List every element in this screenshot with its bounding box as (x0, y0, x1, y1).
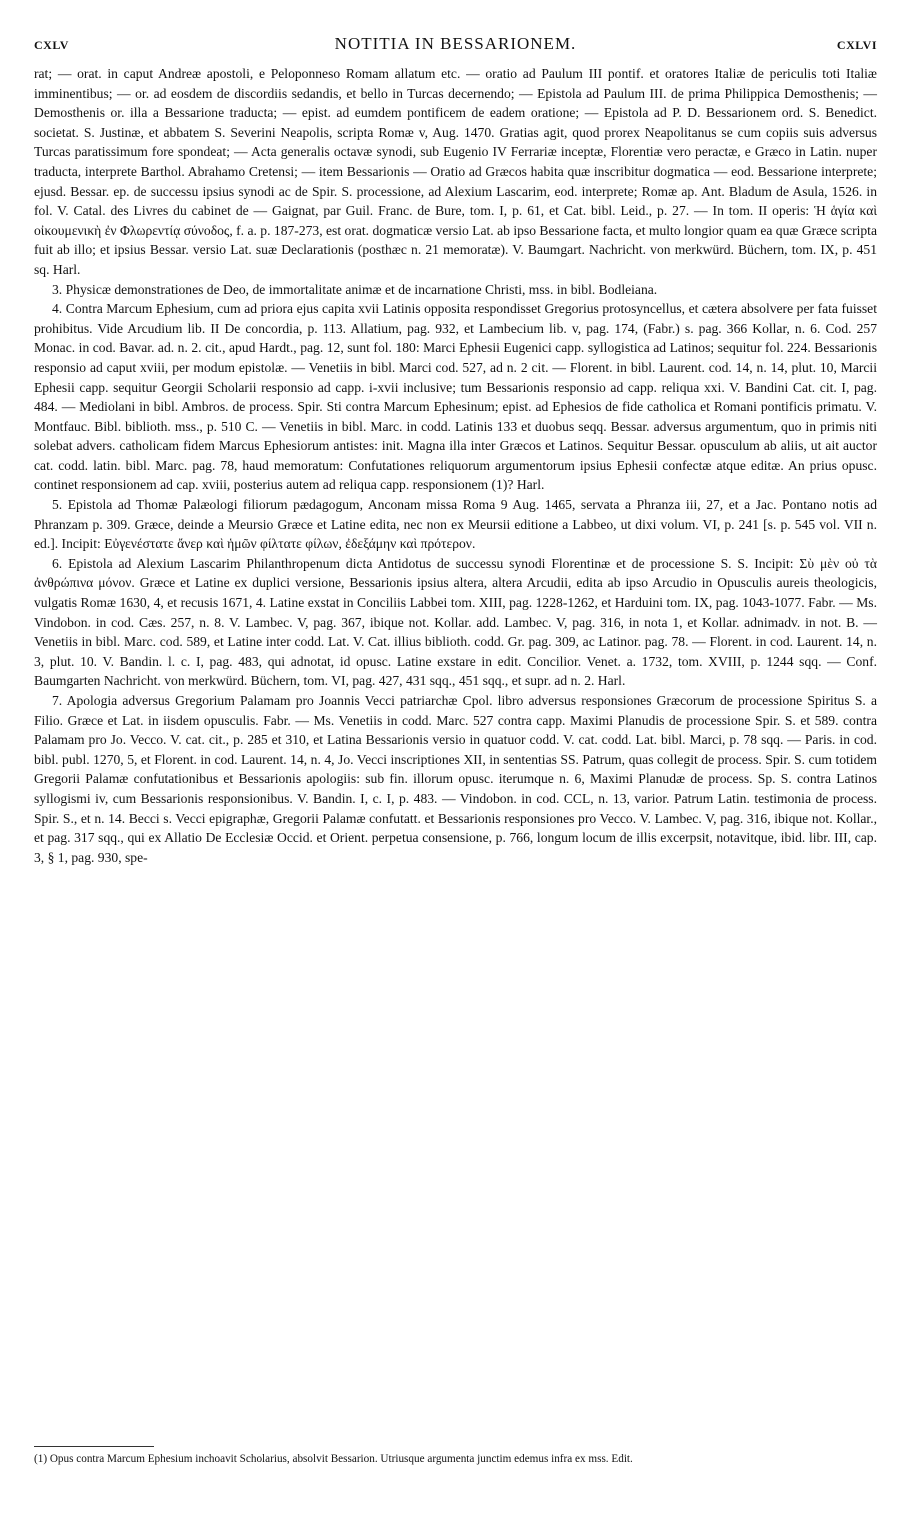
book-page (34, 32, 877, 1522)
paragraph-entry-3: 3. Physicæ demonstrationes de Deo, de immortalitate animæ et de incarnatione Christi, mss. in bibl. Bodleiana. (52, 281, 658, 297)
paragraph-entry-6: 6. Epistola ad Alexium Lascarim Philanthropenum dicta Antidotus de successu synodi Florentinæ et de processione S. S. Incipit: Σὺ μὲν οὐ τὰ ἀνθρώπινα μόνον. Græce et Latine ex duplici versione, Bessarionis ipsius altera, altera Arcudii, edita ab ipso Arcudio in Opusculis aureis theologicis, vulgatis Romæ 1630, 4, et recusis 1671, 4. Latine exstat in Conciliis Labbei tom. XIII, pag. 1228-1262, et Harduini tom. IX, pag. 1043-1077. Fabr. — Ms. Vindobon. in cod. Cæs. 257, n. 8. V. Lambec. V, pag. 367, ibique not. Kollar. add. Lambec. V, pag. 316, in nota 1, et Kollar. adnimadv. in not. B. — Venetiis in bibl. Marc. cod. 589, et Latine inter codd. Lat. V. Cat. illius biblioth. codd. Gr. pag. 309, ac Latinor. pag. 78. — Florent. in cod. Laurent. 14, n. 3, plut. 10. V. Bandin. l. c. I, pag. 483, qui adnotat, id opusc. Latine exstare in edit. Concilior. Venet. a. 1732, tom. XVIII, p. 1244 sqq. — Conf. Baumgarten Nachricht. von merkwürd. Büchern, tom. VI, pag. 427, 431 sqq., 451 sqq., et supr. ad n. 2. Harl. (34, 555, 877, 689)
paragraph-entry-7: 7. Apologia adversus Gregorium Palamam pro Joannis Vecci patriarchæ Cpol. libro adversus responsiones Græcorum de processione Spiritus S. a Filio. Græce et Lat. in iisdem opusculis. Fabr. — Ms. Venetiis in codd. Marc. 527 contra capp. Maximi Planudis de processione Spir. S. et 589. contra Palamam pro Jo. Vecco. V. cat. cit., p. 285 et 310, et Latina Bessarionis versio in quatuor codd. V. cat. codd. Lat. bibl. Marci, p. 78 sqq. — Paris. in cod. bibl. publ. 1270, 5, et Florent. in cod. Laurent. 14, n. 4, Jo. Vecci inscriptiones XII, in sententias SS. Patrum, quas collegit de process. Spir. S. cum totidem Gregorii Palamæ confutationibus et Bessarionis apologiis: sub fin. illorum opusc. iterumque n. 6, Maximi Planudæ de process. Sp. S. contra Latinos syllogismi iv, cum Bessarionis responsionibus. V. Bandin. I, c. I, p. 483. — Vindobon. in cod. CCL, n. 13, varior. Patrum Latin. testimonia de process. Spir. S., et n. 14. Becci s. Vecci epigraphæ, Gregorii Palamæ confutatt. et Bessarionis responsiones pro Vecco. V. Lambec. V, pag. 316, ibique not. Kollar., et pag. 317 sqq., qui ex Allatio De Ecclesiæ Occid. et Orient. perpetua consensione, p. 766, longum locum de illis excerpsit, notavitque, ibid. libr. III, cap. 3, § 1, pag. 930, spe- (34, 693, 877, 865)
paragraph-entry-4: 4. Contra Marcum Ephesium, cum ad priora ejus capita xvii Latinis opposita respondisset Gregorius protosyncellus, et cætera absolvere per fata fuisset prohibitus. Vide Arcudium lib. II De concordia, p. 113. Allatium, pag. 932, et Lambecium lib. v, pag. 174, (Fabr.) s. pag. 366 Kollar, n. 6. Cod. 257 Monac. in cod. Bavar. ad. n. 2. cit., apud Hardt., pag. 12, sunt fol. 180: Marci Ephesii Eugenici capp. syllogistica ad Latinos; sequitur fol. 224. Bessarionis responsio ad caput xviii, per modum epistolæ. — Venetiis in bibl. Marci cod. 527, ad n. 2 cit. — Florent. in bibl. Laurent. cod. 14, n. 14, plut. 10, Marcii Ephesii capp. sequitur Georgii Scholarii responsio ad capp. i-xvii inclusive; tum Bessarionis responsio ad capp. reliqua xxi. V. Bandini Cat. cit. I, pag. 484. — Mediolani in bibl. Ambros. de process. Spir. Sti contra Marcum Ephesinum; epist. ad Ephesios de fide catholica et Romani pontificis primatu. V. Montfauc. Bibl. biblioth. mss., p. 510 C. — Venetiis in bibl. Marc. in codd. Latinis 133 et duobus seqq. Bessar. adversus argumentum, quo in primis niti solebat advers. catholicam fidem Marcus Ephesiorum antistes: init. Magna illa inter Græcos et Latinos. Sequitur Bessar. opusculum ab aliis, ut ait auctor cat. codd. latin. bibl. Marc. pag. 78, haud memoratum: Confutationes reliquorum argumentorum ipsius Ephesii confectæ atque editæ. An prius opusc. continet responsionem ad cap. xviii, posterius autem ad reliqua capp. responsionem (1)? Harl. (34, 301, 877, 493)
right-page-number: CXLVI (836, 38, 877, 52)
page-title: NOTITIA IN BESSARIONEM. (334, 34, 577, 53)
left-page-number: CXLV (34, 38, 69, 52)
paragraph-continuation: rat; — orat. in caput Andreæ apostoli, e Peloponneso Romam allatum etc. — oratio ad Paulum III pontif. et oratores Italiæ de periculis toti Italiæ imminentibus; — or. ad eosdem de discordiis sedandis, et bello in Turcas decernendo; — Epistola ad Paulum III. de prima Philippica Demosthenis; — Demosthenis or. illa a Bessarione traducta; — epist. ad eumdem pontificem de eadem oratione; — Epistola ad P. D. Bessarionem ord. S. Benedict. societat. S. Justinæ, et abbatem S. Severini Neapolis, scripta Romæ v, Aug. 1470. Gratias agit, quod prorex Neapolitanus se cum copiis suis adversus Turcas paratissimum fore spondeat; — Acta generalis octavæ synodi, sub Eugenio IV Ferrariæ inceptæ, Florentiæ vero peractæ, e Græco in Latin. nuper traducta, interprete Barthol. Abrahamo Cretensi; — item Bessarionis — Oratio ad Græcos habita quæ inscribitur dogmatica — eod. Bessarione interprete; ejusd. Bessar. ep. de successu ipsius synodi ac de Spir. S. processione, ad Alexium Lascarim, eod. interprete; Romæ ap. Ant. Bladum de Asula, 1526. in fol. V. Catal. des Livres du cabinet de — Gaignat, par Guil. Franc. de Bure, tom. I, p. 61, et Cat. bibl. Leid., p. 27. — In tom. II operis: Ἡ ἁγία καὶ οἰκουμενικὴ ἐν Φλωρεντίᾳ σύνοδος, f. a. p. 187-273, est orat. dogmaticæ versio Lat. ab ipso Bessarione facta, et multo longior quam ea quæ Græce scripta fuit ab illo; et ipsius Bessar. versio Lat. suæ Declarationis (posthæc n. 21 memoratæ). V. Baumgart. Nachricht. von merkwürd. Büchern, tom. IX, p. 451 sq. Harl. (34, 66, 877, 277)
main-text (34, 64, 877, 867)
running-header (34, 32, 877, 58)
footnote: (1) Opus contra Marcum Ephesium inchoavit Scholarius, absolvit Bessarion. Utriusque argumenta junctim edemus infra ex mss. Edit. (34, 1453, 633, 1465)
paragraph-entry-5: 5. Epistola ad Thomæ Palæologi filiorum pædagogum, Anconam missa Roma 9 Aug. 1465, servata a Phranza iii, 27, et a Jac. Pontano notis ad Phranzam p. 309. Græce, deinde a Meursio Græce et Latine edita, nec non ex Meursii editione a Labbeo, ut dixi volum. VI, p. 241 [s. p. 545 vol. VII n. ed.]. Incipit: Εὐγενέστατε ἄνερ καὶ ἡμῶν φίλτατε φίλων, ἐδεξάμην καὶ πρότερον. (34, 497, 877, 552)
footnote-divider (34, 1446, 154, 1447)
